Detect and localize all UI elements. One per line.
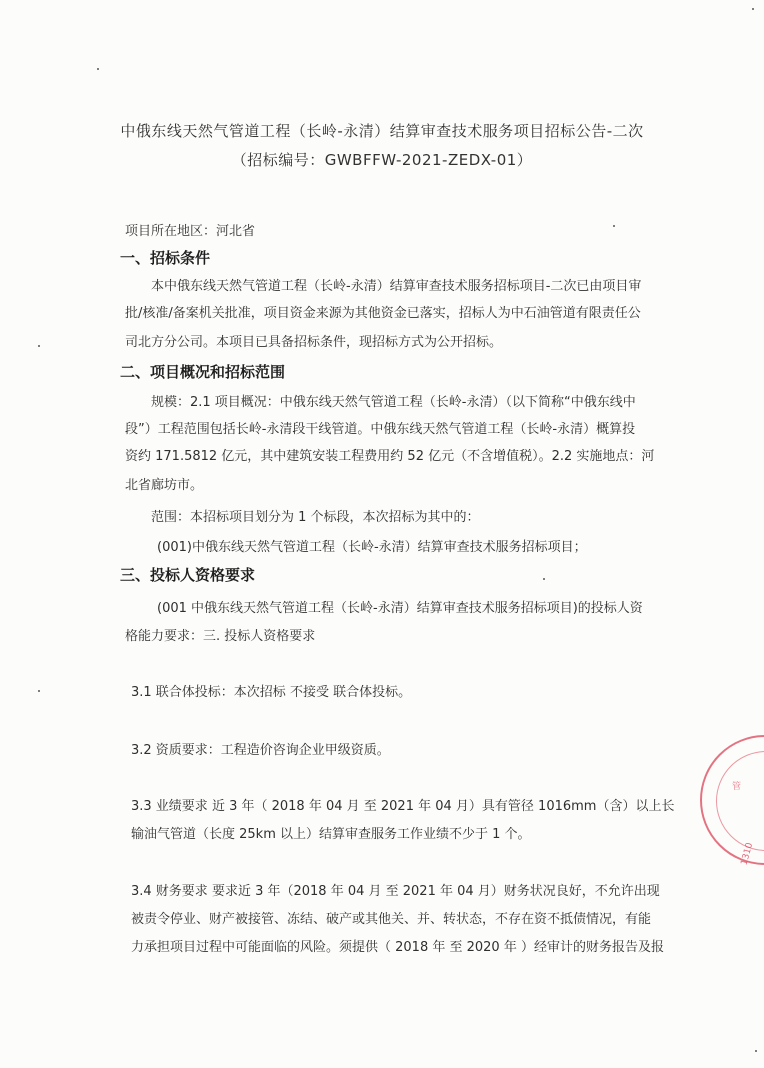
section2-heading: 二、项目概况和招标范围 — [120, 363, 286, 381]
scan-speck — [38, 345, 40, 347]
seal-text: 管 — [732, 782, 742, 792]
scan-speck — [613, 225, 615, 227]
scan-speck — [752, 8, 754, 10]
section2-line: 北省廊坊市。 — [125, 478, 204, 493]
item-3-3: 输油气管道（长度 25km 以上）结算审查服务工作业绩不少于 1 个。 — [131, 827, 531, 842]
tender-number: （招标编号：GWBFFW-2021-ZEDX-01） — [231, 151, 533, 169]
scan-speck — [543, 578, 545, 580]
document-title: 中俄东线天然气管道工程（长岭-永清）结算审查技术服务项目招标公告-二次 — [120, 122, 644, 140]
section1-line: 批/核准/备案机关批准，项目资金来源为其他资金已落实，招标人为中石油管道有限责任公 — [125, 306, 641, 321]
scan-speck — [38, 690, 40, 692]
section2-line: 资约 171.5812 亿元，其中建筑安装工程费用约 52 亿元（不含增值税）。2.2 实施地点：河 — [125, 449, 655, 464]
section2-scope-item: (001)中俄东线天然气管道工程（长岭-永清）结算审查技术服务招标项目； — [157, 540, 587, 555]
scan-speck — [755, 1050, 757, 1052]
section3-intro: (001 中俄东线天然气管道工程（长岭-永清）结算审查技术服务招标项目)的投标人资 — [157, 601, 643, 616]
section3-heading: 三、投标人资格要求 — [120, 566, 256, 584]
item-3-4: 被责令停业、财产被接管、冻结、破产或其他关、并、转状态，不存在资不抵债情况，有能 — [131, 912, 652, 927]
section3-intro: 格能力要求：三. 投标人资格要求 — [125, 629, 316, 644]
item-3-3: 3.3 业绩要求 近 3 年（ 2018 年 04 月 至 2021 年 04 月）具有管径 1016mm（含）以上长 — [131, 799, 675, 814]
item-3-4: 3.4 财务要求 要求近 3 年（2018 年 04 月 至 2021 年 04 月）财务状况良好，不允许出现 — [131, 884, 660, 899]
scan-speck — [97, 68, 99, 70]
seal-number: 1310 — [739, 841, 756, 867]
section1-heading: 一、招标条件 — [120, 249, 211, 267]
section2-line: 段”）工程范围包括长岭-永清段干线管道。中俄东线天然气管道工程（长岭-永清）概算投 — [125, 422, 636, 437]
item-3-2: 3.2 资质要求：工程造价咨询企业甲级资质。 — [131, 743, 390, 758]
section1-line: 本中俄东线天然气管道工程（长岭-永清）结算审查技术服务招标项目-二次已由项目审 — [151, 279, 642, 294]
project-region: 项目所在地区：河北省 — [125, 224, 256, 239]
seal-inner-ring — [716, 751, 764, 851]
section2-scope: 范围：本招标项目划分为 1 个标段，本次招标为其中的： — [151, 510, 480, 525]
section1-line: 司北方分公司。本项目已具备招标条件，现招标方式为公开招标。 — [125, 335, 503, 350]
company-seal — [700, 735, 764, 865]
item-3-1: 3.1 联合体投标：本次招标 不接受 联合体投标。 — [131, 685, 412, 700]
item-3-4: 力承担项目过程中可能面临的风险。须提供（ 2018 年 至 2020 年 ）经审计的财务报告及报 — [131, 940, 664, 955]
section2-line: 规模：2.1 项目概况：中俄东线天然气管道工程（长岭-永清）（以下简称“中俄东线中 — [151, 395, 636, 410]
